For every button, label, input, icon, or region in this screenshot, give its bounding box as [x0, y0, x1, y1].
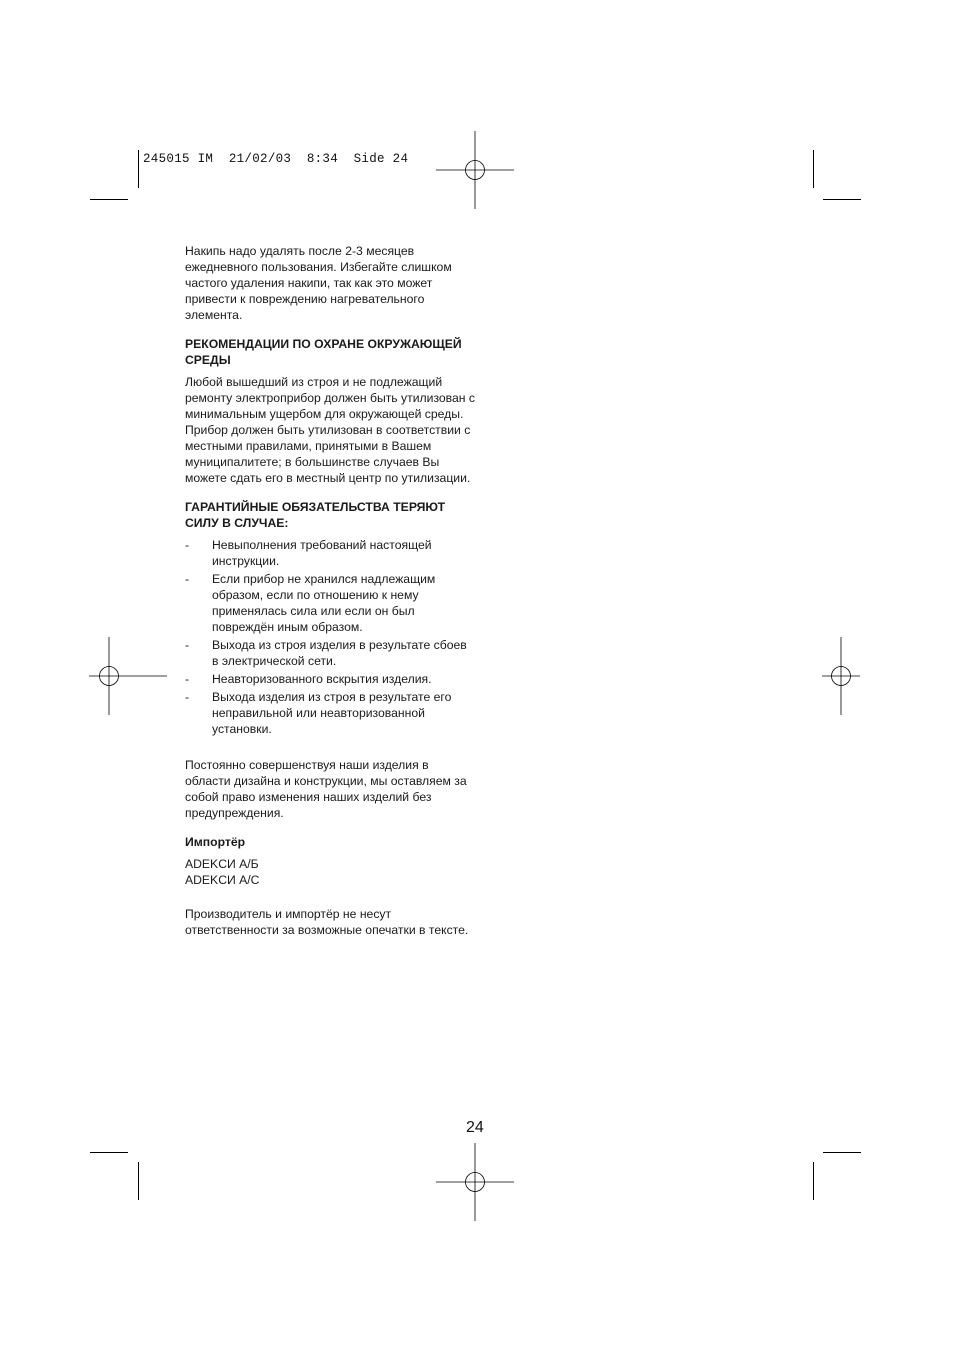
printer-slug-line: 245015 IM 21/02/03 8:34 Side 24 [143, 152, 409, 166]
registration-mark-bottom-icon [436, 1143, 514, 1221]
list-item [185, 537, 475, 569]
environment-heading: РЕКОМЕНДАЦИИ ПО ОХРАНЕ ОКРУЖАЮЩЕЙ СРЕДЫ [185, 337, 462, 367]
bullet-dash: - [185, 672, 190, 686]
crop-mark-top-left-vertical [138, 150, 139, 188]
crop-mark-top-left-horizontal [90, 199, 128, 200]
list-item-text: Если прибор не хранился надлежащим образом, если по отношению к нему применялась сила или если он был повреждён иным образом. [212, 572, 436, 634]
crop-mark-bottom-left-horizontal [90, 1152, 128, 1153]
crop-mark-bottom-right-horizontal [823, 1152, 861, 1153]
registration-mark-top-icon [436, 131, 514, 209]
crop-mark-top-right-vertical [813, 150, 814, 188]
list-item-text: Неавторизованного вскрытия изделия. [212, 672, 432, 686]
environment-paragraph: Любой вышедший из строя и не подлежащий ремонту электроприбор должен быть утилизован с минимальным ущербом для окружающей среды. Прибор должен быть утилизован в соответствии с местными правилами, принятыми в Вашем муниципалитете; в большинстве случаев Вы можете сдать его в местный центр по утилизации. [185, 375, 475, 485]
crop-mark-bottom-right-vertical [813, 1162, 814, 1200]
descaling-paragraph: Накипь надо удалять после 2-3 месяцев ежедневного пользования. Избегайте слишком частого удаления накипи, так как это может привести к повреждению нагревательного элемента. [185, 244, 452, 322]
list-item [185, 571, 475, 635]
bullet-dash: - [185, 538, 190, 552]
bullet-dash: - [185, 690, 190, 704]
list-item [185, 637, 475, 669]
bullet-dash: - [185, 572, 190, 586]
list-item-text: Невыполнения требований настоящей инструкции. [212, 538, 432, 568]
warranty-heading: ГАРАНТИЙНЫЕ ОБЯЗАТЕЛЬСТВА ТЕРЯЮТ СИЛУ В СЛУЧАЕ: [185, 500, 446, 530]
importer-name-line: ADEKCИ A/C [185, 873, 260, 887]
crop-mark-bottom-left-vertical [138, 1162, 139, 1200]
list-item-text: Выхода из строя изделия в результате сбоев в электрической сети. [212, 638, 467, 668]
warranty-conditions-list [185, 537, 475, 737]
bullet-dash: - [185, 638, 190, 652]
importer-name-line: ADEKCИ A/Б [185, 857, 259, 871]
registration-mark-right-icon [802, 637, 880, 715]
crop-mark-top-right-horizontal [823, 199, 861, 200]
list-item [185, 689, 475, 737]
page-number: 24 [466, 1119, 484, 1136]
disclaimer-paragraph: Производитель и импортёр не несут ответственности за возможные опечатки в тексте. [185, 907, 469, 937]
importer-heading: Импортёр [185, 835, 246, 849]
registration-mark-left-icon [89, 637, 167, 715]
improvement-paragraph: Постоянно совершенствуя наши изделия в области дизайна и конструкции, мы оставляем за собой право изменения наших изделий без предупреждения. [185, 758, 467, 820]
list-item-text: Выхода изделия из строя в результате его неправильной или неавторизованной установки. [212, 690, 452, 736]
list-item [185, 671, 475, 687]
manual-text-column [185, 243, 475, 938]
